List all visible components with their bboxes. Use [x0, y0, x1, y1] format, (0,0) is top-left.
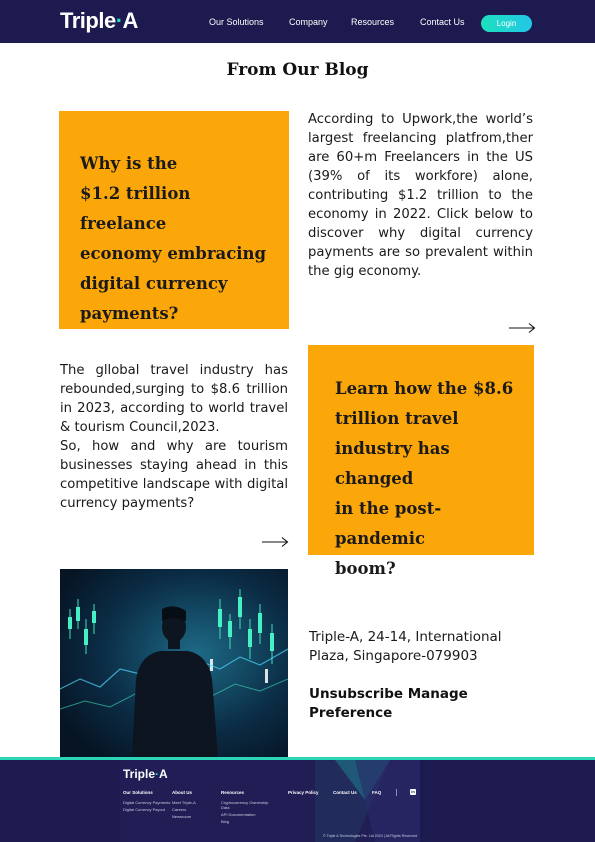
footer [0, 760, 595, 842]
headline-line: economy embracing [80, 244, 267, 263]
nav-our-solutions[interactable]: Our Solutions [209, 17, 264, 27]
logo-dot: · [115, 8, 123, 33]
footer-copyright: © Triple A Technologies Pte. Ltd 2024 | All Rights Reserved [322, 834, 417, 838]
headline-line: trillion travel [335, 409, 459, 428]
arrow-right-icon[interactable] [261, 536, 289, 548]
footer-col-our-solutions[interactable]: Our Solutions [123, 790, 153, 795]
headline-line: industry has changed [335, 439, 450, 488]
footer-decoration [315, 760, 420, 842]
article2-headline [335, 374, 530, 584]
footer-logo-dot: · [155, 767, 160, 781]
footer-logo[interactable] [123, 767, 168, 781]
linkedin-icon[interactable]: in [411, 789, 415, 794]
article1-headline [80, 149, 280, 329]
footer-link[interactable]: Newsroom [172, 814, 192, 819]
page-title: From Our Blog [226, 60, 369, 80]
article2-body-paragraph: The gllobal travel industry has rebounded,surging to $8.6 trillion in 2023, according to world travel & tourism Council,2023. [60, 363, 288, 435]
nav-company[interactable]: Company [289, 17, 328, 27]
login-button[interactable]: Login [481, 15, 532, 32]
footer-col-resources[interactable]: Resources [221, 790, 245, 795]
headline-line: boom? [335, 559, 396, 578]
headline-line: Learn how the $8.6 [335, 379, 514, 398]
headline-line: $1.2 trillion freelance [80, 184, 191, 233]
footer-link[interactable]: Digital Currency Payments [123, 800, 171, 805]
headline-line: payments? [80, 304, 179, 323]
footer-divider [396, 789, 397, 796]
logo[interactable] [60, 8, 138, 34]
logo-suffix: A [122, 8, 138, 33]
footer-content [120, 760, 420, 842]
nav-contact-us[interactable]: Contact Us [420, 17, 465, 27]
footer-link[interactable]: Blog [221, 819, 230, 824]
top-nav-bar [0, 0, 595, 43]
footer-link[interactable]: API Documentation [221, 812, 256, 817]
headline-line: Why is the [80, 154, 178, 173]
footer-logo-text: Triple [123, 767, 156, 781]
article2-body [60, 361, 288, 513]
footer-link[interactable]: Careers [172, 807, 187, 812]
footer-link[interactable]: Cryptocurrency Ownership Data [221, 800, 269, 810]
article1-body: According to Upwork,the world’s largest freelancing platfrom,ther are 60+m Freelancers in the US (39% of its workfore) alone, contributing $1.2 trillion to the economy in 2022. Click below to discover why digital currency payments are so prevalent within the gig economy. [308, 112, 533, 279]
arrow-right-icon[interactable] [508, 322, 536, 334]
article2-body-paragraph: So, how and why are tourism businesses staying ahead in this competitive landscape with digital currency payments? [60, 439, 288, 511]
nav-resources[interactable]: Resources [351, 17, 395, 27]
footer-faq[interactable]: FAQ [372, 790, 382, 795]
footer-link[interactable]: Digital Currency Payout [123, 807, 166, 812]
footer-logo-suffix: A [159, 767, 168, 781]
company-address [309, 628, 529, 666]
article1-headline-card[interactable] [59, 111, 289, 329]
trader-chart-image [60, 569, 288, 757]
headline-line: digital currency [80, 274, 228, 293]
footer-col-about-us[interactable]: About Us [172, 790, 192, 795]
unsubscribe-link[interactable]: Unsubscribe Manage Preference [309, 686, 468, 721]
footer-contact-us[interactable]: Contact Us [333, 790, 357, 795]
article2-headline-card[interactable] [308, 345, 534, 578]
footer-link[interactable]: Meet Triple-A [172, 800, 196, 805]
logo-text: Triple [60, 8, 116, 33]
footer-privacy-policy[interactable]: Privacy Policy [288, 790, 319, 795]
headline-line: in the post-pandemic [335, 499, 442, 548]
address-line: Plaza, Singapore-079903 [309, 648, 478, 664]
address-line: Triple-A, 24-14, International [309, 629, 502, 645]
